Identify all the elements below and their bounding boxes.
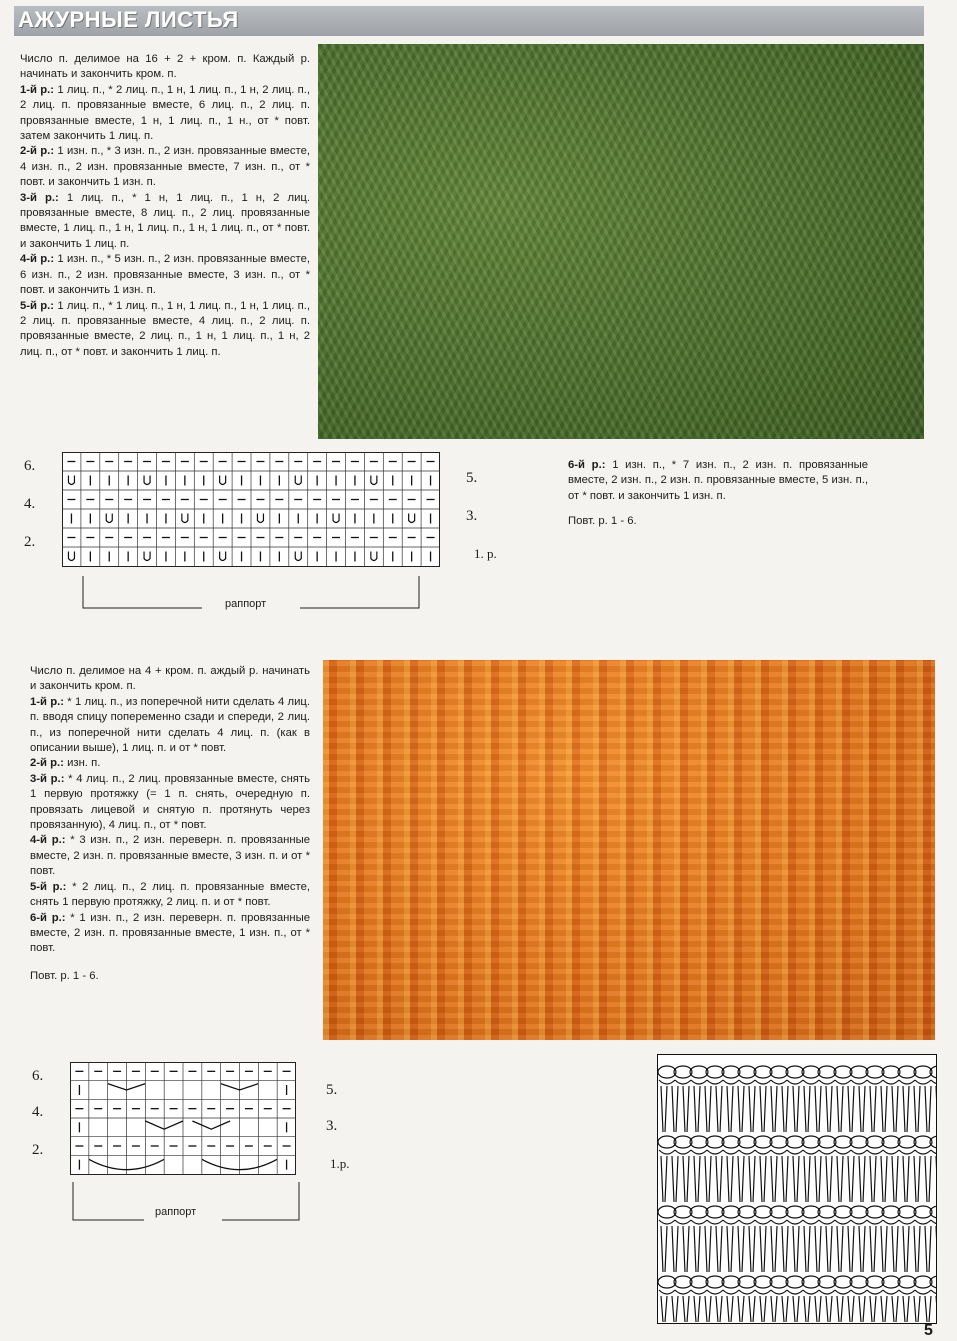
pattern1-intro: Число п. делимое на 16 + 2 + кром. п. Каждый р. начинать и закончить кром. п. (20, 53, 310, 81)
pattern2-instructions (30, 664, 310, 984)
pattern1-row-4: 4-й р.: 1 изн. п., * 5 изн. п., 2 изн. провязанные вместе, 6 изн. п., 2 изн. провязанные вместе, 3 изн. п., от * повт. и закончить 1 изн. п. (20, 253, 310, 297)
pattern1-repeat: Повт. р. 1 - 6. (568, 515, 637, 528)
pattern2-row-2: 2-й р.: изн. п. (30, 757, 101, 770)
pattern1-row-2: 2-й р.: 1 изн. п., * 3 изн. п., 2 изн. провязанные вместе, 4 изн. п., 2 изн. провязанные вместе, 7 изн. п., от * повт. и закончить 1 изн. п. (20, 145, 310, 189)
pattern1-row-5: 5-й р.: 1 лиц. п., * 1 лиц. п., 1 н, 1 лиц. п., 1 н, 1 лиц. п., 2 лиц. п. провязанные вместе, 4 лиц. п., 2 лиц. п. провязанные вместе, 2 лиц. п., 1 н, 1 лиц. п., 1 н, 2 лиц. п., от * повт. и закончить 1 лиц. п. (20, 299, 310, 358)
chart2-label-1: 1.р. (330, 1156, 350, 1171)
chart1-label-5: 5. (466, 470, 478, 486)
pattern1-row-6-block (568, 458, 868, 530)
pattern2-intro: Число п. делимое на 4 + кром. п. аждый р. начинать и закончить кром. п. (30, 665, 310, 693)
chart2-rapport-label: раппорт (155, 1206, 197, 1218)
knit-schematic-drawing (657, 1054, 937, 1329)
chart1-label-2: 2. (24, 534, 36, 550)
page-title: АЖУРНЫЕ ЛИСТЬЯ (18, 7, 239, 32)
chart1-label-1: 1. р. (474, 546, 497, 561)
chart1-label-6: 6. (24, 458, 36, 474)
chart2-label-5: 5. (326, 1082, 338, 1098)
green-knit-photo (318, 44, 924, 439)
pattern2-row-4: 4-й р.: * 3 изн. п., 2 изн. переверн. п. провязанные вместе, 2 изн. п. провязанные вместе, 3 изн. п. и от * повт. (30, 834, 310, 878)
pattern1-row-1: 1-й р.: 1 лиц. п., * 2 лиц. п., 1 н, 1 лиц. п., 1 н, 2 лиц. п., 2 лиц. п. провязанные вместе, 6 лиц. п., 2 лиц. п. провязанные вместе, 1 н, 1 лиц. п., 1 н., от * повт. затем закончить 1 лиц. п. (20, 83, 310, 143)
orange-knit-photo (323, 660, 935, 1040)
pattern1-row-6: 6-й р.: 1 изн. п., * 7 изн. п., 2 изн. п. провязанные вместе, 2 изн. п., 2 изн. п. провязанные вместе, 5 изн. п., от * повт. и закончить 1 изн. п. (568, 459, 869, 502)
chart2-label-6: 6. (32, 1068, 44, 1084)
page-number: 5 (924, 1322, 933, 1339)
pattern2-row-1: 1-й р.: * 1 лиц. п., из поперечной нити сделать 4 лиц. п. вводя спицу попеременно сзади и спереди, 2 лиц. п., из поперечной нити сделать 4 лиц. п. (как в описании выше), 1 лиц. п. и от * повт. (30, 695, 310, 755)
pattern2-row-6: 6-й р.: * 1 изн. п., 2 изн. переверн. п. провязанные вместе, 2 изн. п. провязанные вместе, 1 изн. п., от * повт. (30, 911, 310, 955)
chart2-label-3: 3. (326, 1118, 338, 1134)
chart1-grid (62, 452, 440, 573)
pattern2-row-3: 3-й р.: * 4 лиц. п., 2 лиц. провязанные вместе, снять 1 первую протяжку (= 1 п. снять, очередную п. провязать лицевой и снятую п. протянуть через провязанную), 4 лиц. п., от * повт. (30, 772, 310, 832)
chart2-label-2: 2. (32, 1142, 44, 1158)
pattern2-repeat: Повт. р. 1 - 6. (30, 969, 99, 982)
chart2-grid (70, 1062, 296, 1181)
chart1-label-3: 3. (466, 508, 478, 524)
pattern2-row-5: 5-й р.: * 2 лиц. п., 2 лиц. п. провязанные вместе, снять 1 первую протяжку, 2 лиц. п. и от * повт. (30, 880, 310, 909)
pattern1-instructions (20, 52, 310, 360)
pattern1-row-3: 3-й р.: 1 лиц. п., * 1 н, 1 лиц. п., 1 н, 2 лиц. провязанные вместе, 8 лиц. п., 2 лиц. провязанные вместе, 1 лиц. п., 1 н, 1 лиц. п., 1 н, 1 лиц. п., от * повт. и закончить 1 лиц. п. (20, 191, 310, 250)
chart1-rapport-label: раппорт (225, 598, 267, 610)
chart2-label-4: 4. (32, 1104, 44, 1120)
chart1-label-4: 4. (24, 496, 36, 512)
